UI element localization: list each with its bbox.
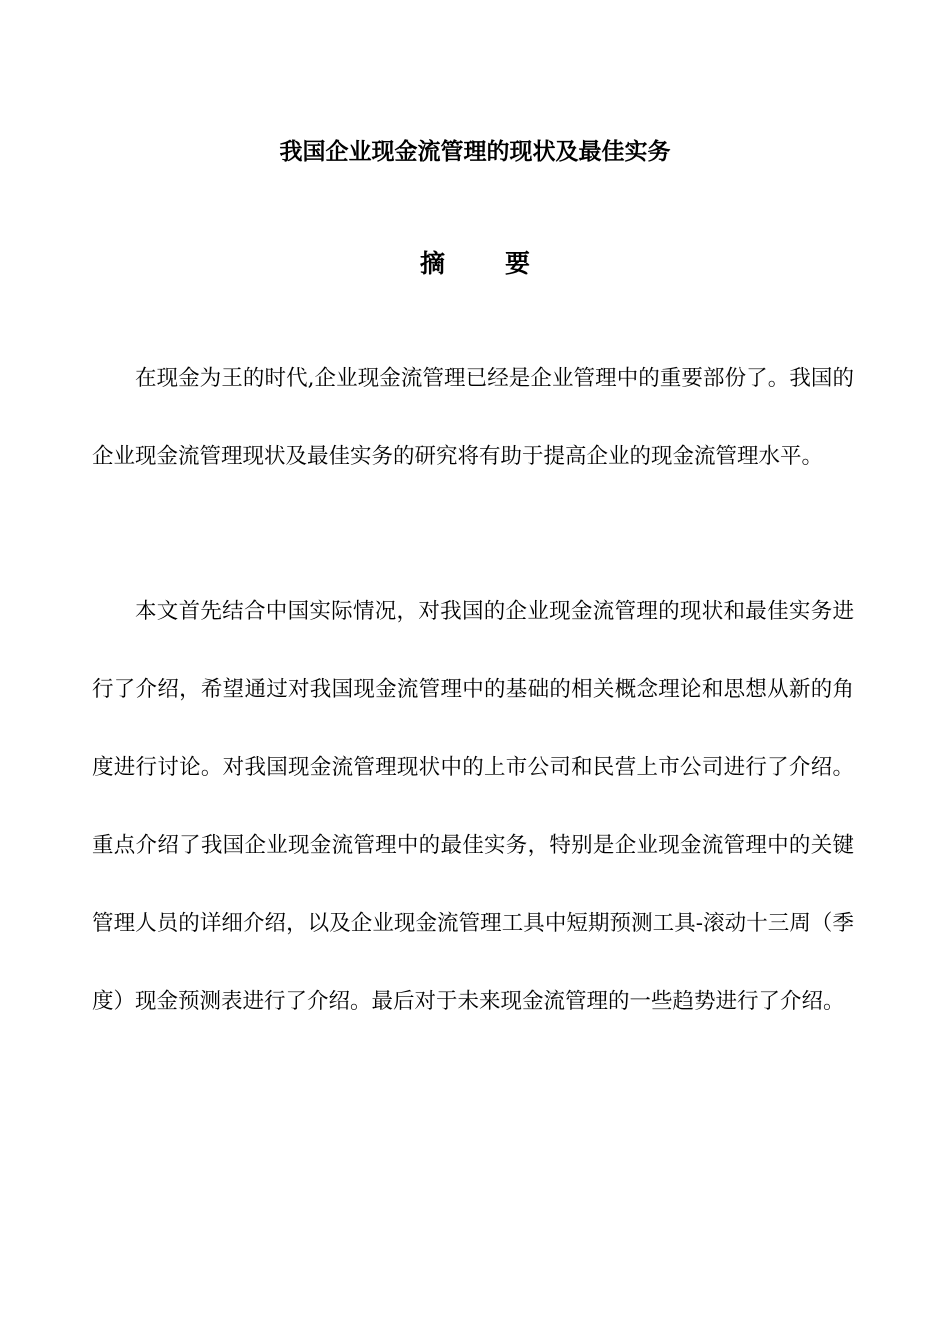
abstract-heading-char-1: 摘 <box>419 249 445 278</box>
abstract-heading-char-2: 要 <box>505 249 531 278</box>
abstract-paragraph-1: 在现金为王的时代,企业现金流管理已经是企业管理中的重要部份了。我国的企业现金流管理现状及最佳实务的研究将有助于提高企业的现金流管理水平。 <box>92 366 854 469</box>
abstract-heading <box>0 246 950 282</box>
document-title: 我国企业现金流管理的现状及最佳实务 <box>279 139 671 165</box>
abstract-paragraph-2: 本文首先结合中国实际情况，对我国的企业现金流管理的现状和最佳实务进行了介绍，希望通过对我国现金流管理中的基础的相关概念理论和思想从新的角度进行讨论。对我国现金流管理现状中的上市公司和民营上市公司进行了介绍。重点介绍了我国企业现金流管理中的最佳实务，特别是企业现金流管理中的关键管理人员的详细介绍，以及企业现金流管理工具中短期预测工具-滚动十三周（季度）现金预测表进行了介绍。最后对于未来现金流管理的一些趋势进行了介绍。 <box>92 599 854 1014</box>
